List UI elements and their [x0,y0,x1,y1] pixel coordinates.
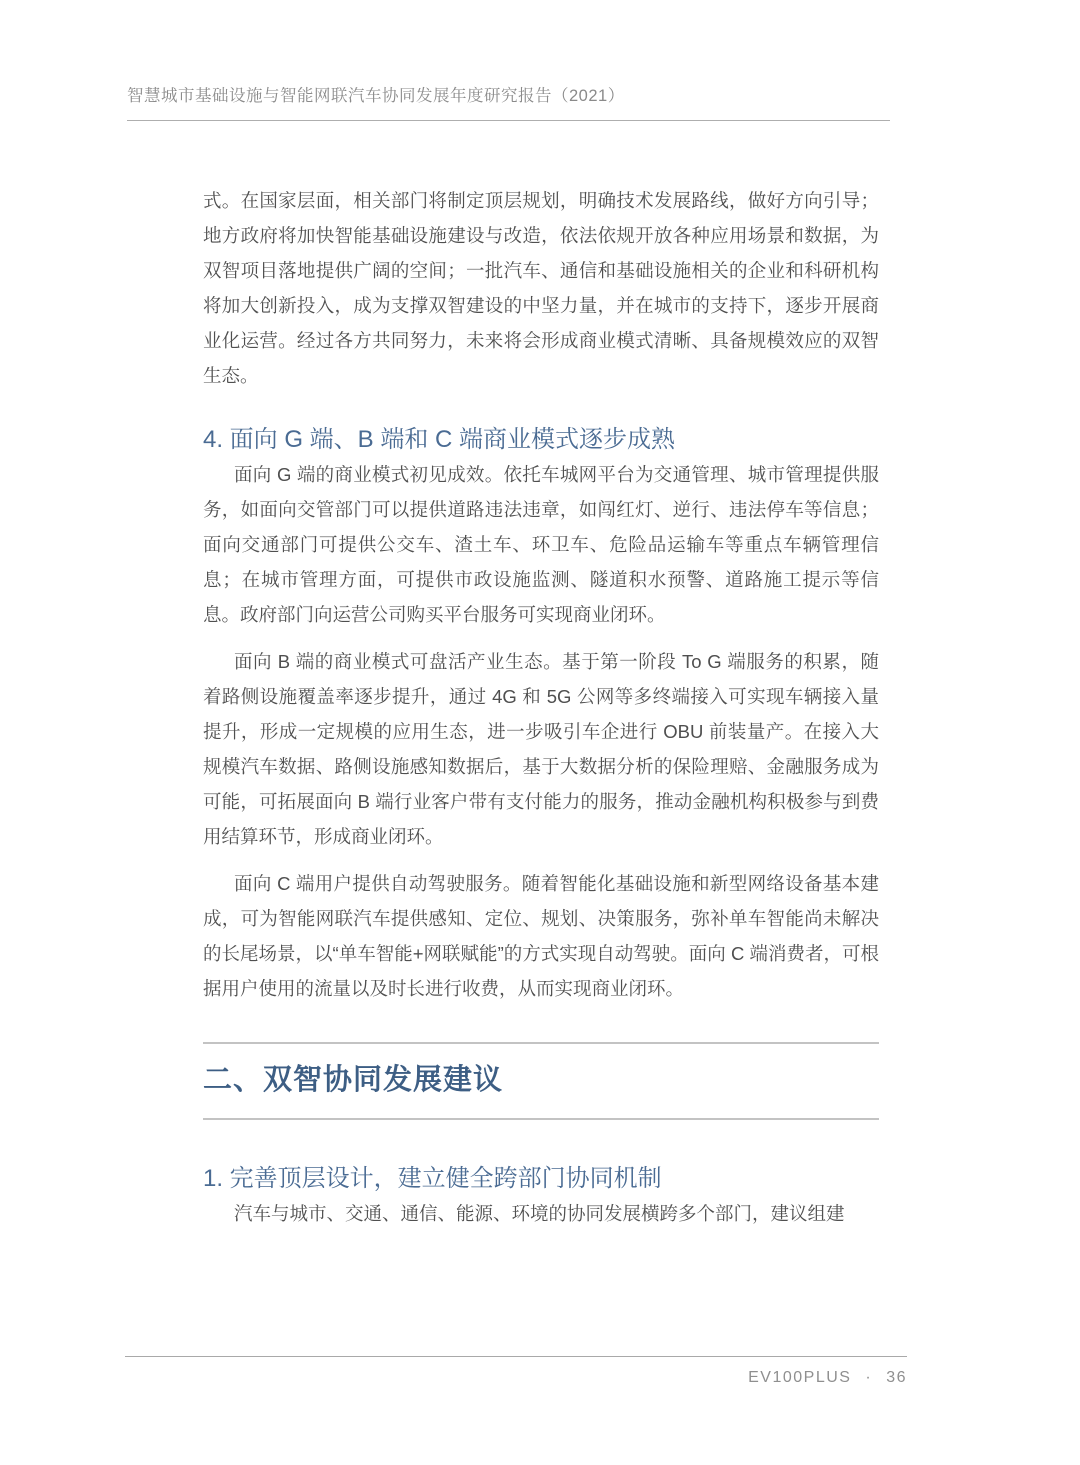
intro-continuation-paragraph: 式。在国家层面，相关部门将制定顶层规划，明确技术发展路线，做好方向引导；地方政府将加快智能基础设施建设与改造，依法依规开放各种应用场景和数据，为双智项目落地提供广阔的空间；一批汽车、通信和基础设施相关的企业和科研机构将加大创新投入，成为支撑双智建设的中坚力量，并在城市的支持下，逐步开展商业化运营。经过各方共同努力，未来将会形成商业模式清晰、具备规模效应的双智生态。 [203,190,879,386]
header-divider [127,120,890,121]
paragraph-to-b: 面向 B 端的商业模式可盘活产业生态。基于第一阶段 To G 端服务的积累，随着路侧设施覆盖率逐步提升，通过 4G 和 5G 公网等多终端接入可实现车辆接入量提升，形成一定规模的应用生态，进一步吸引车企进行 OBU 前装量产。在接入大规模汽车数据、路侧设施感知数据后，基于大数据分析的保险理赔、金融服务成为可能，可拓展面向 B 端行业客户带有支付能力的服务，推动金融机构积极参与到费用结算环节，形成商业闭环。 [203,651,879,847]
report-title: 智慧城市基础设施与智能网联汽车协同发展年度研究报告（2021） [127,87,625,105]
page-header [127,86,890,121]
paragraph-cross-department: 汽车与城市、交通、通信、能源、环境的协同发展横跨多个部门，建议组建 [234,1203,845,1224]
footer-text [125,1369,907,1387]
section-4-heading: 4. 面向 G 端、B 端和 C 端商业模式逐步成熟 [203,426,676,453]
page-footer [125,1356,907,1387]
footer-separator: · [865,1369,873,1386]
footer-brand: EV100PLUS [748,1369,852,1386]
paragraph-to-c: 面向 C 端用户提供自动驾驶服务。随着智能化基础设施和新型网络设备基本建成，可为智能网联汽车提供感知、定位、规划、决策服务，弥补单车智能尚未解决的长尾场景，以“单车智能+网联赋能”的方式实现自动驾驶。面向 C 端消费者，可根据用户使用的流量以及时长进行收费，从而实现商业闭环。 [203,873,879,999]
chapter-2-block [203,1042,879,1120]
subsection-1-heading: 1. 完善顶层设计，建立健全跨部门协同机制 [203,1165,662,1192]
chapter-divider-bottom [203,1118,879,1120]
page-body [203,183,879,1231]
paragraph-to-g: 面向 G 端的商业模式初见成效。依托车城网平台为交通管理、城市管理提供服务，如面向交管部门可以提供道路违法违章，如闯红灯、逆行、违法停车等信息；面向交通部门可提供公交车、渣土车、环卫车、危险品运输车等重点车辆管理信息；在城市管理方面，可提供市政设施监测、隧道积水预警、道路施工提示等信息。政府部门向运营公司购买平台服务可实现商业闭环。 [203,464,879,625]
footer-page-number: 36 [886,1369,907,1386]
chapter-2-heading: 二、双智协同发展建议 [203,1064,504,1096]
